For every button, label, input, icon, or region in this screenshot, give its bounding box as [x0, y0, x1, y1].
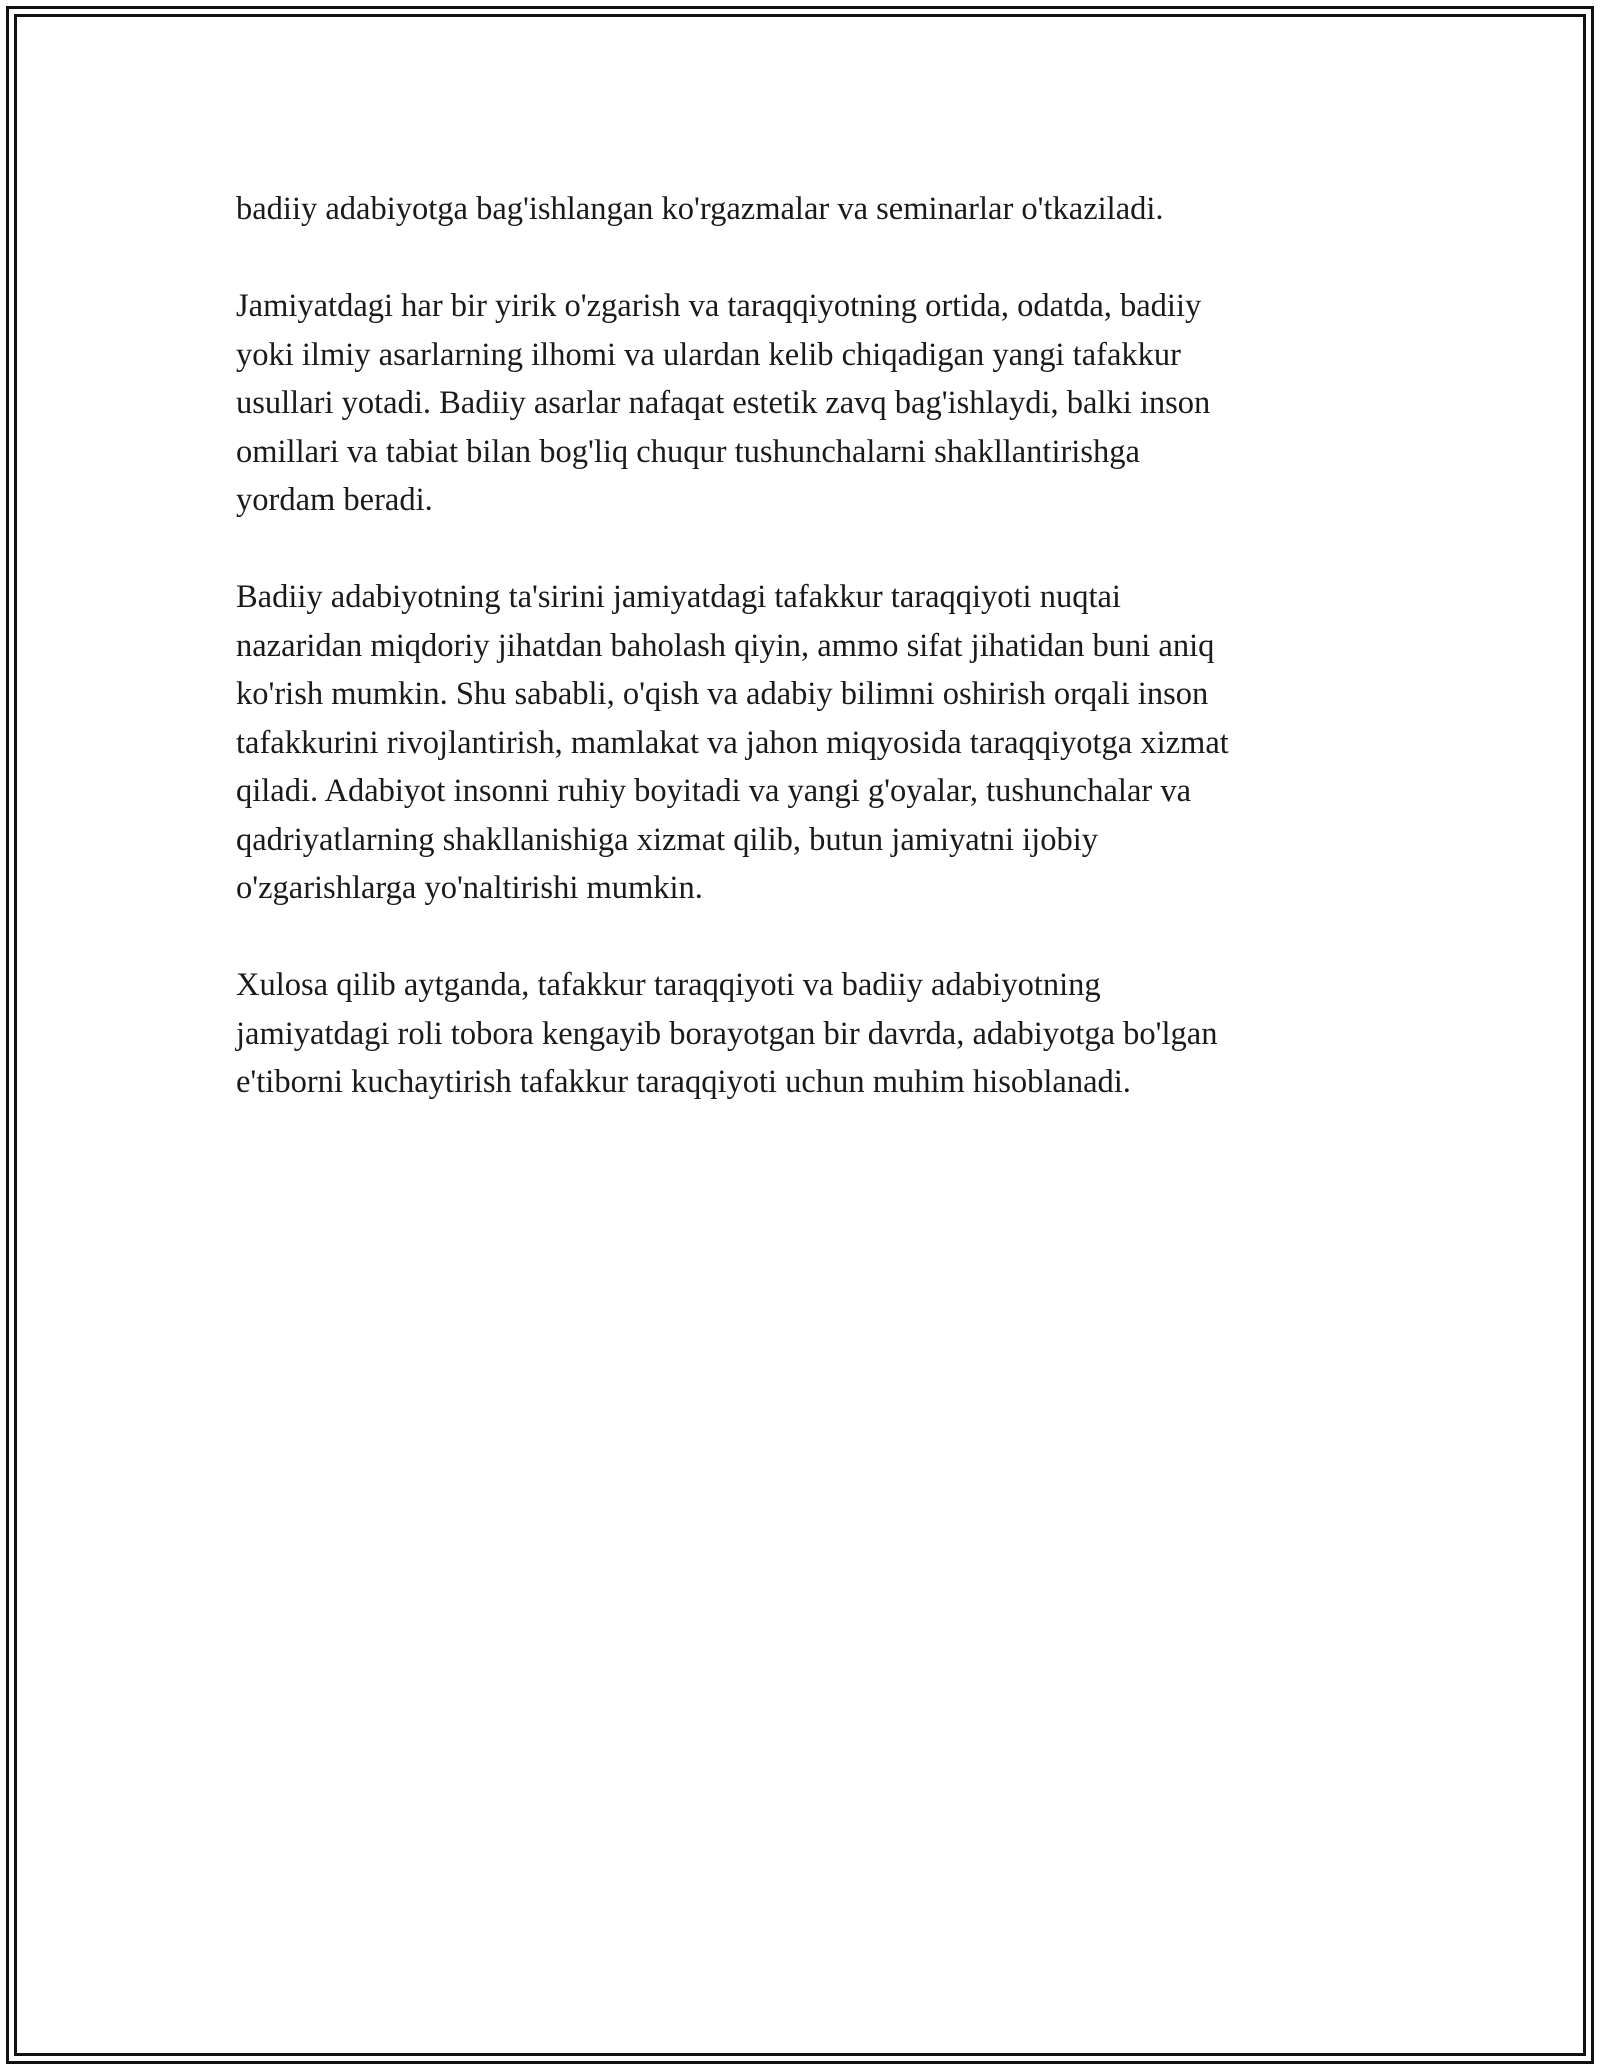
paragraph-literature-impact: Badiiy adabiyotning ta'sirini jamiyatdagi tafakkur taraqqiyoti nuqtai nazaridan miqdoriy jihatdan baholash qiyin, ammo sifat jihatidan buni aniq ko'rish mumkin. Shu sababli, o'qish va adabiy bilimni oshirish orqali inson tafakkurini rivojlantirish, mamlakat va jahon miqyosida taraqqiyotga xizmat qiladi. Adabiyot insonni ruhiy boyitadi va yangi g'oyalar, tushunchalar va qadriyatlarning shakllanishiga xizmat qilib, butun jamiyatni ijobiy o'zgarishlarga yo'naltirishi mumkin. [236, 579, 1229, 906]
paragraph-societal-change: Jamiyatdagi har bir yirik o'zgarish va taraqqiyotning ortida, odatda, badiiy yoki ilmiy asarlarning ilhomi va ulardan kelib chiqadigan yangi tafakkur usullari yotadi. Badiiy asarlar nafaqat estetik zavq bag'ishlaydi, balki inson omillari va tabiat bilan bog'liq chuqur tushunchalarni shakllantirishga yordam beradi. [236, 288, 1211, 518]
paragraph-continuation: badiiy adabiyotga bag'ishlangan ko'rgazmalar va seminarlar o'tkaziladi. [236, 191, 1164, 227]
document-body [236, 185, 1366, 1155]
paragraph-conclusion: Xulosa qilib aytganda, tafakkur taraqqiyoti va badiiy adabiyotning jamiyatdagi roli tobora kengayib borayotgan bir davrda, adabiyotga bo'lgan e'tiborni kuchaytirish tafakkur taraqqiyoti uchun muhim hisoblanadi. [236, 967, 1218, 1100]
